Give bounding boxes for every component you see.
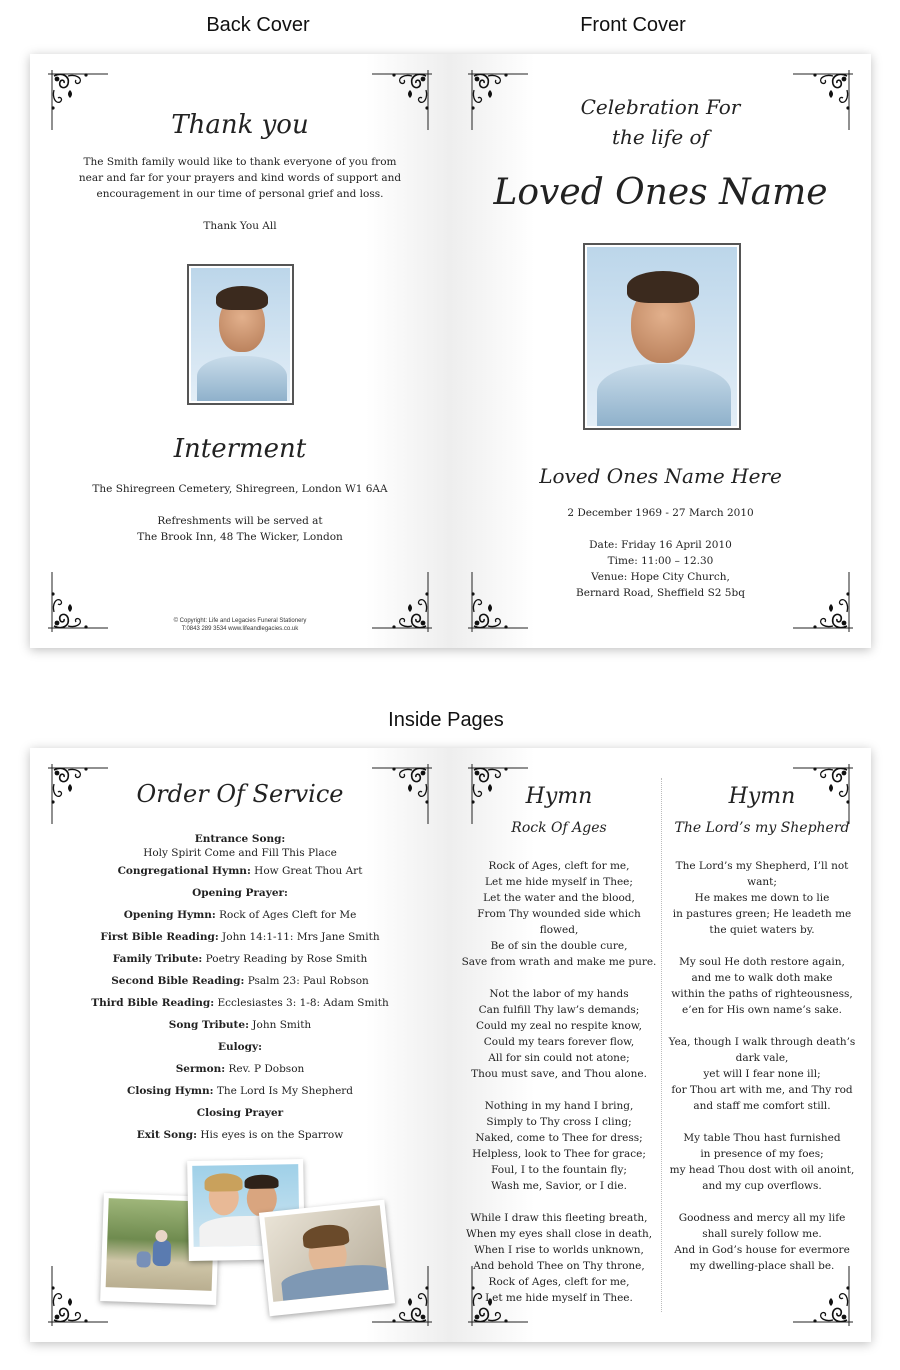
service-item-label: Congregational Hymn:: [117, 865, 251, 877]
service-item-label: Family Tribute:: [112, 953, 203, 965]
back-cover-page: [30, 54, 450, 648]
copyright-notice: [30, 617, 450, 633]
hymn-line: Not the labor of my hands: [489, 988, 629, 1000]
service-item: [30, 904, 450, 926]
hymn-line: yet will I fear none ill;: [703, 1068, 821, 1080]
service-item: [30, 926, 450, 948]
hymn-line: My soul He doth restore again,: [679, 956, 845, 968]
service-item: [30, 1102, 450, 1124]
hymn-line: All for sin could not atone;: [488, 1052, 630, 1064]
celebration-line: the life of: [612, 125, 709, 149]
service-item: [30, 948, 450, 970]
service-item-value: John Smith: [248, 1019, 312, 1031]
service-item-value: John 14:1-11: Mrs Jane Smith: [218, 931, 380, 943]
service-item: [30, 882, 450, 904]
hymn-line: Let the water and the blood,: [483, 892, 635, 904]
thank-you-message: [30, 154, 450, 234]
service-item-label: Closing Prayer: [196, 1107, 284, 1119]
service-item-label: Opening Hymn:: [123, 909, 216, 921]
hymn-line: Simply to Thy cross I cling;: [486, 1116, 632, 1128]
cemetery-address: The Shiregreen Cemetery, Shiregreen, London W1 6AA: [92, 483, 388, 495]
hymn-line: e’en for His own name’s sake.: [682, 1004, 842, 1016]
service-item-value: Holy Spirit Come and Fill This Place: [143, 847, 337, 859]
hymn-lyrics: [661, 858, 863, 1274]
order-of-service-page: [30, 748, 450, 1342]
hymn-line: Rock of Ages, cleft for me,: [488, 1276, 630, 1288]
hymn-line: and me to walk doth make: [691, 972, 833, 984]
hymn-line: From Thy wounded side which flowed,: [477, 908, 641, 936]
refreshments-venue: The Brook Inn, 48 The Wicker, London: [137, 531, 343, 543]
interment-title: Interment: [173, 434, 307, 464]
hymn-line: Yea, though I walk through death’s dark vale,: [668, 1036, 856, 1064]
life-dates: 2 December 1969 - 27 March 2010: [567, 507, 754, 519]
hymn-line: Helpless, look to Thee for grace;: [472, 1148, 646, 1160]
hymn-subtitle: Rock Of Ages: [511, 820, 607, 836]
hymn-line: When my eyes shall close in death,: [465, 1228, 653, 1240]
service-item: [30, 832, 450, 846]
hymn-line: Goodness and mercy all my life: [678, 1212, 846, 1224]
hymn-line: And in God’s house for evermore: [674, 1244, 850, 1256]
service-item: [30, 860, 450, 882]
thank-you-title: Thank you: [171, 110, 309, 140]
copyright-contact: T:0843 289 3534 www.lifeandlegacies.co.uk: [181, 626, 299, 632]
copyright-line: © Copyright: Life and Legacies Funeral Stationery: [173, 618, 307, 624]
service-item-label: Opening Prayer:: [192, 887, 288, 899]
hymn-line: Nothing in my hand I bring,: [484, 1100, 634, 1112]
loved-ones-name-here: Loved Ones Name Here: [539, 464, 782, 488]
hymn-line: Wash me, Savior, or I die.: [491, 1180, 627, 1192]
service-item-label: Song Tribute:: [168, 1019, 249, 1031]
service-item-value: Poetry Reading by Rose Smith: [202, 953, 368, 965]
front-cover-label: Front Cover: [580, 14, 686, 36]
hymn-line: When I rise to worlds unknown,: [474, 1244, 644, 1256]
service-item: [30, 1058, 450, 1080]
service-item-value: Rev. P Dobson: [225, 1063, 305, 1075]
service-item-value: His eyes is on the Sparrow: [196, 1129, 344, 1141]
photo-snapshot-boy: [259, 1200, 395, 1317]
order-of-service-list: [30, 832, 450, 1146]
service-item: [30, 1036, 450, 1058]
service-item-label: Eulogy:: [218, 1041, 262, 1053]
hymn-line: shall surely follow me.: [702, 1228, 822, 1240]
hymn-line: Let me hide myself in Thee;: [485, 876, 633, 888]
service-item-value: Psalm 23: Paul Robson: [244, 975, 369, 987]
hymn-rock-of-ages: [458, 748, 660, 1342]
service-item: [30, 1080, 450, 1102]
service-item: [30, 1014, 450, 1036]
service-item-value: Ecclesiastes 3: 1-8: Adam Smith: [214, 997, 389, 1009]
hymn-line: Foul, I to the fountain fly;: [491, 1164, 627, 1176]
loved-ones-name-script: Loved Ones Name: [493, 172, 828, 213]
hymn-line: my dwelling-place shall be.: [689, 1260, 835, 1272]
service-date: Date: Friday 16 April 2010: [589, 539, 732, 551]
hymn-line: Can fulfill Thy law’s demands;: [478, 1004, 640, 1016]
hymn-title: Hymn: [525, 784, 593, 809]
hymn-line: Save from wrath and make me pure.: [461, 956, 657, 968]
hymn-lyrics: [458, 858, 660, 1306]
service-item: [30, 992, 450, 1014]
order-of-service-title: Order Of Service: [136, 780, 344, 808]
hymn-line: He makes me down to lie: [694, 892, 830, 904]
hymn-line: The Lord’s my Shepherd, I’ll not want;: [675, 860, 849, 888]
hymn-line: Rock of Ages, cleft for me,: [488, 860, 630, 872]
hymn-line: in presence of my foes;: [700, 1148, 824, 1160]
hymn-line: and staff me comfort still.: [693, 1100, 831, 1112]
service-item-label: Exit Song:: [136, 1129, 197, 1141]
hymn-line: Naked, come to Thee for dress;: [475, 1132, 643, 1144]
hymn-line: Thou must save, and Thou alone.: [471, 1068, 647, 1080]
hymn-line: in pastures green; He leadeth me: [672, 908, 852, 920]
service-item: [30, 846, 450, 860]
covers-spread: [30, 54, 871, 648]
hymn-line: Let me hide myself in Thee.: [485, 1292, 633, 1304]
service-item-label: First Bible Reading:: [100, 931, 219, 943]
service-item: [30, 1124, 450, 1146]
service-item-value: Rock of Ages Cleft for Me: [215, 909, 357, 921]
hymn-line: the quiet waters by.: [709, 924, 815, 936]
inside-spread: [30, 748, 871, 1342]
thank-you-all: Thank You All: [203, 220, 277, 232]
hymn-line: my head Thou dost with oil anoint,: [669, 1164, 855, 1176]
hymn-line: And behold Thee on Thy throne,: [473, 1260, 645, 1272]
hymn-line: Be of sin the double cure,: [490, 940, 628, 952]
hymn-title: Hymn: [728, 784, 796, 809]
service-item-value: The Lord Is My Shepherd: [213, 1085, 354, 1097]
portrait-photo-large: [583, 243, 741, 430]
hymn-line: Could my tears forever flow,: [483, 1036, 635, 1048]
front-cover-page: [450, 54, 871, 648]
service-item: [30, 970, 450, 992]
celebration-heading: [450, 92, 871, 152]
service-address: Bernard Road, Sheffield S2 5bq: [576, 587, 745, 599]
service-item-label: Third Bible Reading:: [91, 997, 215, 1009]
portrait-photo-small: [187, 264, 294, 405]
service-time: Time: 11:00 – 12.30: [607, 555, 714, 567]
hymn-line: and my cup overflows.: [702, 1180, 822, 1192]
interment-details: [30, 481, 450, 545]
inside-pages-label: Inside Pages: [388, 709, 504, 731]
hymn-line: While I draw this fleeting breath,: [470, 1212, 648, 1224]
hymn-subtitle: The Lord’s my Shepherd: [674, 820, 850, 836]
service-item-label: Sermon:: [175, 1063, 226, 1075]
hymn-line: My table Thou hast furnished: [683, 1132, 841, 1144]
service-item-label: Closing Hymn:: [126, 1085, 214, 1097]
service-details: [450, 505, 871, 601]
celebration-line: Celebration For: [580, 95, 741, 119]
service-item-label: Second Bible Reading:: [111, 975, 245, 987]
thank-line: encouragement in our time of personal grief and loss.: [96, 188, 384, 200]
service-item-value: How Great Thou Art: [250, 865, 363, 877]
hymn-line: for Thou art with me, and Thy rod: [671, 1084, 853, 1096]
service-venue: Venue: Hope City Church,: [591, 571, 730, 583]
service-item-label: Entrance Song:: [194, 833, 286, 845]
hymns-page: [450, 748, 871, 1342]
hymn-lords-my-shepherd: [661, 748, 863, 1342]
back-cover-label: Back Cover: [206, 14, 310, 36]
hymn-line: Could my zeal no respite know,: [476, 1020, 642, 1032]
thank-line: The Smith family would like to thank everyone of you from: [83, 156, 397, 168]
refreshments-line: Refreshments will be served at: [157, 515, 323, 527]
hymn-line: within the paths of righteousness,: [671, 988, 853, 1000]
thank-line: near and far for your prayers and kind words of support and: [78, 172, 402, 184]
